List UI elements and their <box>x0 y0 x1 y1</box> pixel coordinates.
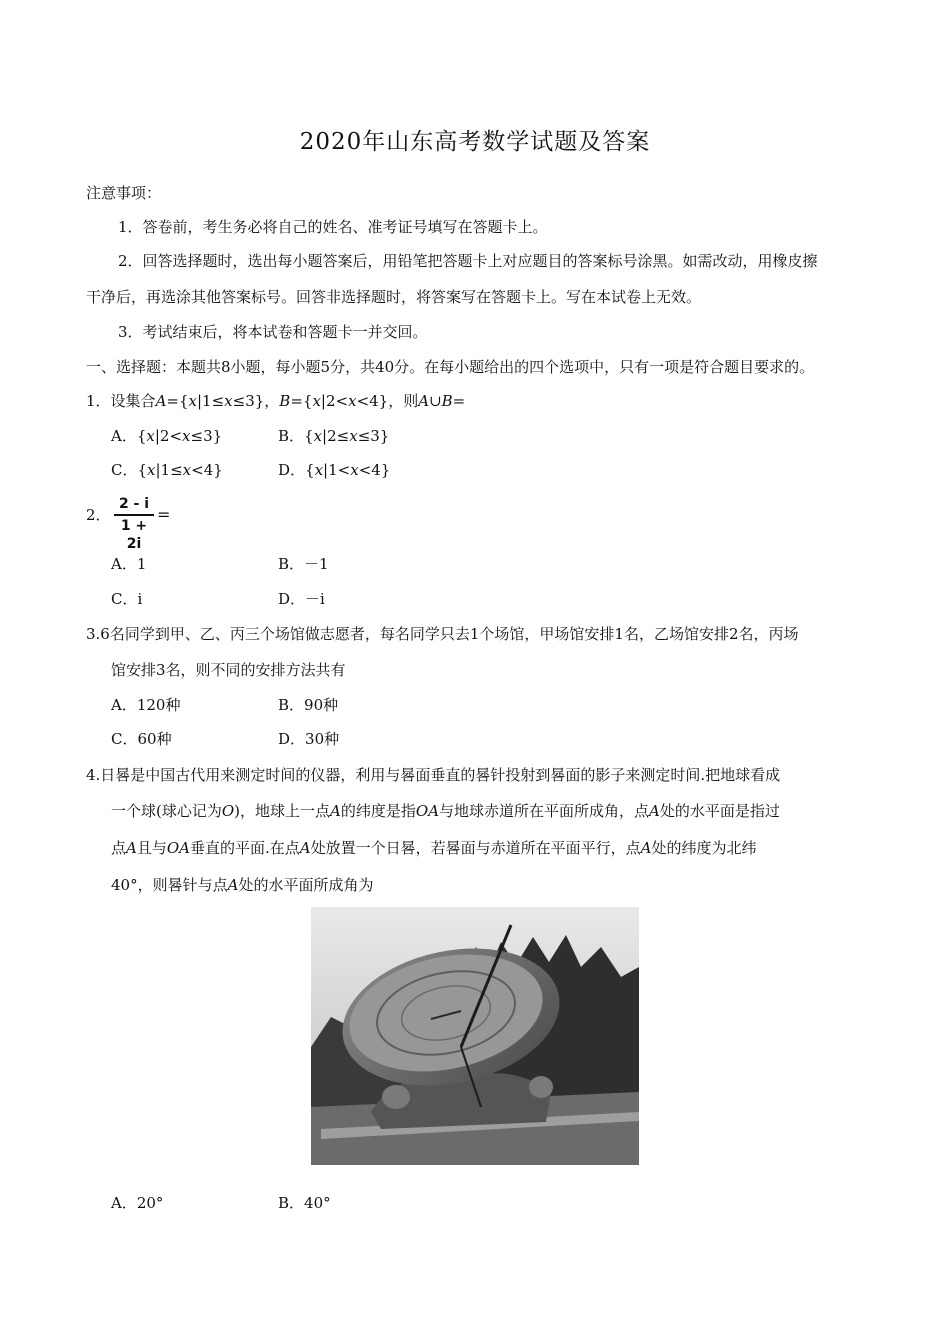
option-text: C．{ <box>111 461 148 479</box>
q1-text: ={ <box>290 392 313 410</box>
var-x: x <box>349 427 358 445</box>
q3-option-b: B．90种 <box>278 696 339 714</box>
q4-text: 处放置一个日晷，若晷面与赤道所在平面平行，点 <box>310 839 641 857</box>
q1-option-d <box>278 460 390 480</box>
q1-option-b <box>278 426 389 446</box>
notice-item-2-line-1: 2．回答选择题时，选出每小题答案后，用铅笔把答题卡上对应题目的答案标号涂黑。如需改动，用橡皮擦 <box>118 252 818 270</box>
option-text: D．{ <box>278 461 315 479</box>
var-A: A <box>330 802 341 820</box>
var-A: A <box>155 392 167 410</box>
option-text: <4} <box>191 461 223 479</box>
var-x: x <box>312 392 321 410</box>
q4-text: 处的水平面所成角为 <box>238 876 374 894</box>
sundial-illustration <box>311 907 639 1165</box>
option-text: |1< <box>323 461 351 479</box>
option-text: ≤3} <box>357 427 390 445</box>
var-A: A <box>227 876 239 894</box>
option-text: A．{ <box>111 427 147 445</box>
q2-option-c: C．i <box>111 590 143 608</box>
q1-option-c <box>111 460 223 480</box>
page-title: 2020年山东高考数学试题及答案 <box>299 129 651 155</box>
fraction-denominator: 1 + 2i <box>120 517 148 552</box>
question-number: 1． <box>86 392 111 410</box>
q1-text: = <box>452 392 466 410</box>
q2-option-d: D．－i <box>278 590 325 608</box>
q3-option-d: D．30种 <box>278 730 340 748</box>
q4-text: 40°，则晷针与点 <box>111 876 228 894</box>
question-4-line-4 <box>111 875 373 895</box>
var-x: x <box>182 461 192 479</box>
option-text: <4} <box>358 461 391 479</box>
q4-text: 点 <box>111 839 127 857</box>
option-text: B．{ <box>278 427 314 445</box>
var-OA: OA <box>166 839 191 857</box>
q4-option-b: B．40° <box>278 1194 331 1212</box>
q4-option-a: A．20° <box>111 1194 164 1212</box>
notice-item-3: 3．考试结束后，将本试卷和答题卡一并交回。 <box>118 323 428 341</box>
var-x: x <box>224 392 233 410</box>
var-x: x <box>182 427 191 445</box>
question-4-line-3 <box>111 838 757 858</box>
var-x: x <box>314 461 324 479</box>
q4-text: )，地球上一点 <box>234 802 331 820</box>
q1-option-a <box>111 426 222 446</box>
q2-fraction <box>114 496 154 553</box>
var-A: A <box>299 839 311 857</box>
q4-text: 与地球赤道所在平面所成角，点 <box>439 802 650 820</box>
section-1-heading: 一、选择题：本题共8小题，每小题5分，共40分。在每小题给出的四个选项中，只有一项是符合题目要求的。 <box>86 358 815 376</box>
q2-equals: = <box>157 505 171 524</box>
option-text: |2≤ <box>322 427 350 445</box>
q1-text: <4}，则 <box>356 392 419 410</box>
q4-text: 且与 <box>136 839 167 857</box>
q4-text: 处的纬度为北纬 <box>651 839 757 857</box>
q1-text: ≤3}， <box>232 392 280 410</box>
var-A: A <box>649 802 660 820</box>
option-text: |1≤ <box>155 461 183 479</box>
q3-option-a: A．120种 <box>111 696 181 714</box>
q3-option-c: C．60种 <box>111 730 172 748</box>
q4-text: 垂直的平面.在点 <box>190 839 300 857</box>
var-x: x <box>348 392 357 410</box>
var-O: O <box>221 802 235 820</box>
var-A: A <box>418 392 430 410</box>
q1-text: ={ <box>166 392 189 410</box>
q2-option-a: A．1 <box>111 555 147 573</box>
option-text: |2< <box>154 427 183 445</box>
var-B: B <box>441 392 453 410</box>
fraction-numerator: 2 - i <box>118 496 150 512</box>
var-A: A <box>640 839 652 857</box>
sundial-photo <box>311 907 639 1165</box>
q1-text: |2< <box>320 392 349 410</box>
var-x: x <box>147 461 156 479</box>
q4-text: 一个球(球心记为 <box>111 802 222 820</box>
q4-text: 处的水平面是指过 <box>659 802 780 820</box>
q4-text: 的纬度是指 <box>340 802 416 820</box>
var-x: x <box>146 427 155 445</box>
question-4-line-2 <box>111 801 780 821</box>
notice-item-2-line-2: 干净后，再选涂其他答案标号。回答非选择题时，将答案写在答题卡上。写在本试卷上无效。 <box>86 288 702 306</box>
q2-option-b: B．－1 <box>278 555 329 573</box>
var-A: A <box>126 839 137 857</box>
question-1 <box>86 391 465 411</box>
notice-item-1: 1．答卷前，考生务必将自己的姓名、准考证号填写在答题卡上。 <box>118 218 548 236</box>
notice-heading: 注意事项： <box>86 184 162 202</box>
q1-text: 设集合 <box>110 392 156 410</box>
question-3-line-1: 3.6名同学到甲、乙、丙三个场馆做志愿者，每名同学只去1个场馆，甲场馆安排1名，乙场馆安排2名，丙场 <box>86 625 799 643</box>
q1-text: |1≤ <box>197 392 225 410</box>
var-x: x <box>188 392 197 410</box>
question-4-line-1: 4.日晷是中国古代用来测定时间的仪器，利用与晷面垂直的晷针投射到晷面的影子来测定时间.把地球看成 <box>86 766 781 784</box>
option-text: ≤3} <box>190 427 223 445</box>
q1-text: ∪ <box>429 392 442 410</box>
question-2-number: 2． <box>86 506 111 524</box>
var-OA: OA <box>415 802 440 820</box>
var-x: x <box>350 461 359 479</box>
question-3-line-2: 馆安排3名，则不同的安排方法共有 <box>111 661 346 679</box>
var-x: x <box>313 427 323 445</box>
var-B: B <box>279 392 291 410</box>
